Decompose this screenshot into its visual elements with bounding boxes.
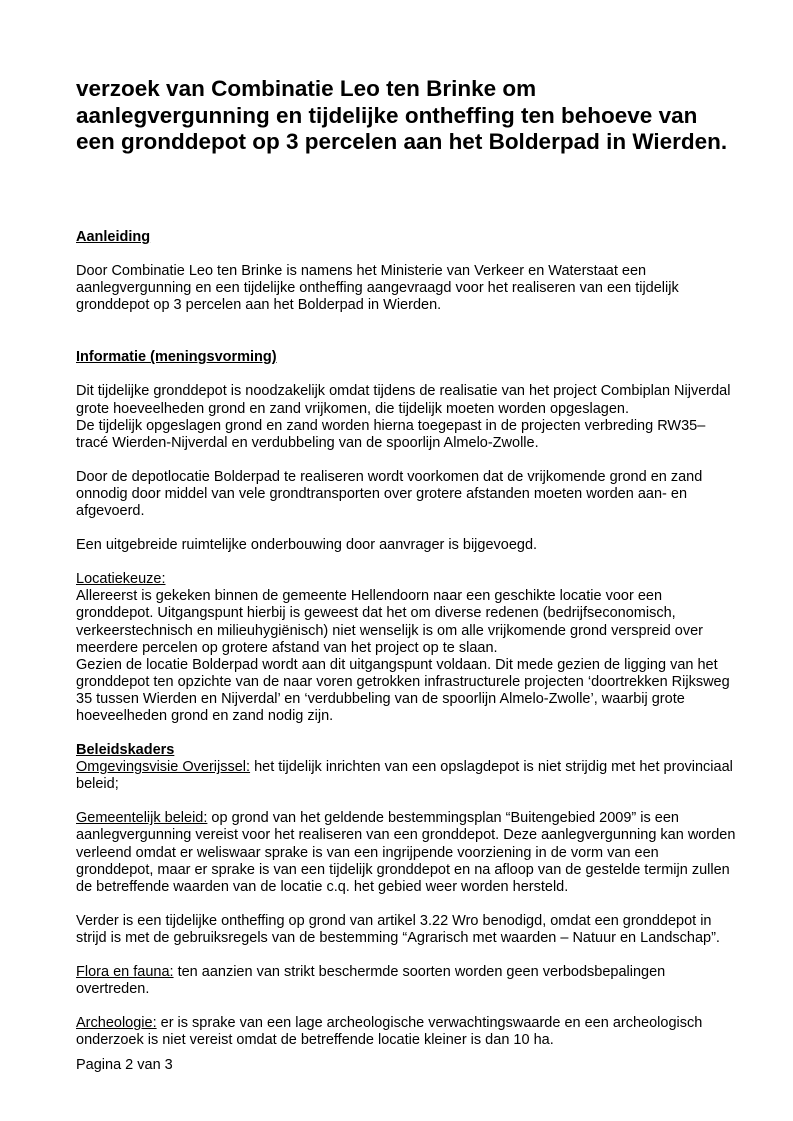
spacer bbox=[76, 947, 736, 964]
locatiekeuze-label: Locatiekeuze: bbox=[76, 571, 166, 588]
verder-paragraph: Verder is een tijdelijke ontheffing op grond van artikel 3.22 Wro benodigd, omdat een gronddepot in strijd is met de gebruiksregels van de bestemming “Agrarisch met waarden – Natuur en Landschap”. bbox=[76, 912, 720, 946]
flora-label: Flora en fauna: bbox=[76, 964, 174, 980]
informatie-paragraph-1: Dit tijdelijke gronddepot is noodzakelijk omdat tijdens de realisatie van het project Combiplan Nijverdal grote hoeveelheden grond en zand vrijkomen, die tijdelijk moeten worden opgeslagen. bbox=[76, 383, 731, 417]
gemeentelijk-label: Gemeentelijk beleid: bbox=[76, 810, 208, 827]
omgevingsvisie-text: het tijdelijk inrichten van een opslagdepot is niet strijdig met het provinciaal beleid; bbox=[76, 759, 733, 793]
spacer bbox=[76, 998, 736, 1015]
section-heading-aanleiding: Aanleiding bbox=[76, 229, 151, 245]
spacer bbox=[76, 896, 736, 913]
informatie-paragraph-2: De tijdelijk opgeslagen grond en zand worden hierna toegepast in de projecten verbreding RW35–tracé Wierden-Nijverdal en verdubbeling van de spoorlijn Almelo-Zwolle. bbox=[76, 417, 706, 451]
gemeentelijk-text: op grond van het geldende bestemmingsplan “Buitengebied 2009” is een aanlegvergunning vereist voor het realiseren van een gronddepot. Deze aanlegvergunning kan worden verleend omdat er weliswaar sprake is van een ingrijpende voorziening in de vorm van een gronddepot, maar er sprake is van een tijdelijk gronddepot en na afloop van de gestelde termijn zullen de betreffende waarden van de locatie c.q. het gebied weer worden hersteld. bbox=[76, 810, 736, 895]
archeologie-label: Archeologie: bbox=[76, 1015, 157, 1032]
flora-text: ten aanzien van strikt beschermde soorten worden geen verbodsbepalingen overtreden. bbox=[76, 964, 666, 998]
gemeentelijk-paragraph bbox=[76, 810, 736, 895]
omgevingsvisie-label: Omgevingsvisie Overijssel: bbox=[76, 759, 251, 776]
spacer bbox=[76, 554, 736, 571]
spacer bbox=[76, 246, 736, 263]
locatiekeuze-paragraph-1: Allereerst is gekeken binnen de gemeente Hellendoorn naar een geschikte locatie voor een gronddepot. Uitgangspunt hierbij is geweest dat het om diverse redenen (bedrijfseconomisch, verkeerstechnisch en milieuhygiënisch) niet wenselijk is om alle vrijkomende grond verspreid over meerdere percelen op grotere afstand van het project op te slaan. bbox=[76, 588, 704, 656]
spacer bbox=[76, 366, 736, 383]
locatiekeuze-paragraph-2: Gezien de locatie Bolderpad wordt aan dit uitgangspunt voldaan. Dit mede gezien de ligging van het gronddepot ten opzichte van de naar voren getrokken infrastructurele projecten ‘doortrekken Rijksweg 35 tussen Wierden en Nijverdal’ en ‘verdubbeling van de spoorlijn Almelo-Zwolle’, waarbij grote hoeveelheden grond en zand nodig zijn. bbox=[76, 656, 730, 724]
spacer bbox=[76, 314, 736, 349]
informatie-paragraph-3: Door de depotlocatie Bolderpad te realiseren wordt voorkomen dat de vrijkomende grond en zand onnodig door middel van vele grondtransporten over grotere afstanden moeten worden aan- en afgevoerd. bbox=[76, 468, 703, 520]
locatiekeuze-label-line bbox=[76, 571, 736, 588]
page-number: Pagina 2 van 3 bbox=[76, 1057, 173, 1073]
document-title: verzoek van Combinatie Leo ten Brinke om aanlegvergunning en tijdelijke ontheffing ten behoeve van een gronddepot op 3 percelen aan het Bolderpad in Wierden. bbox=[76, 76, 728, 154]
section-heading-beleidskaders: Beleidskaders bbox=[76, 742, 175, 759]
spacer bbox=[76, 793, 736, 810]
spacer bbox=[76, 725, 736, 742]
archeologie-paragraph bbox=[76, 1015, 736, 1049]
flora-paragraph bbox=[76, 964, 736, 998]
archeologie-text: er is sprake van een lage archeologische verwachtingswaarde en een archeologisch onderzoek is niet vereist omdat de betreffende locatie kleiner is dan 10 ha. bbox=[76, 1015, 703, 1049]
omgevingsvisie-paragraph bbox=[76, 759, 736, 793]
spacer bbox=[76, 452, 736, 469]
aanleiding-paragraph: Door Combinatie Leo ten Brinke is namens het Ministerie van Verkeer en Waterstaat een aanlegvergunning en een tijdelijke ontheffing aangevraagd voor het realiseren van een tijdelijk gronddepot op 3 percelen aan het Bolderpad in Wierden. bbox=[76, 263, 679, 314]
document-body bbox=[76, 229, 736, 1049]
spacer bbox=[76, 520, 736, 537]
section-heading-informatie: Informatie (meningsvorming) bbox=[76, 349, 277, 366]
informatie-paragraph-4: Een uitgebreide ruimtelijke onderbouwing door aanvrager is bijgevoegd. bbox=[76, 537, 538, 554]
